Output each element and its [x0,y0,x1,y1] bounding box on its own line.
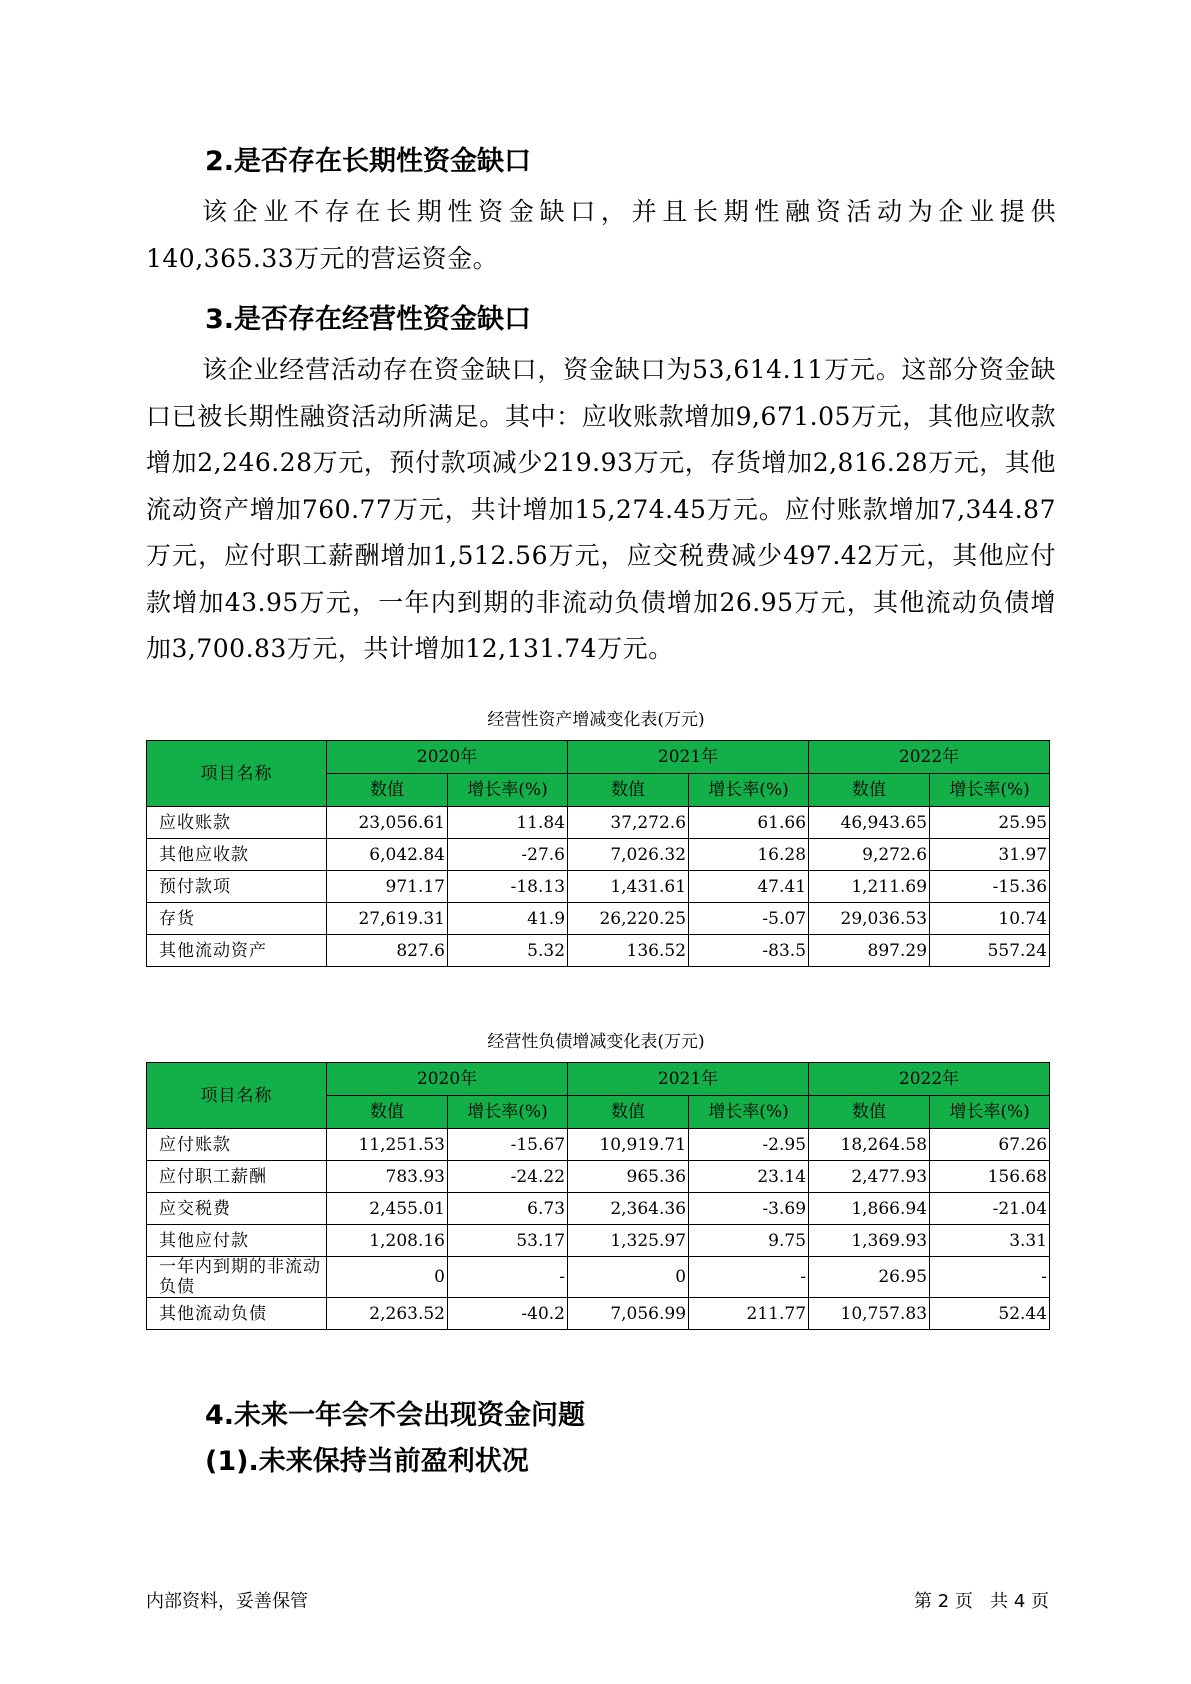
growth-rate-cell: - [448,1257,568,1298]
growth-rate-cell: 156.68 [930,1161,1050,1193]
header-value: 数值 [327,774,448,807]
section-3-heading: 3.是否存在经营性资金缺口 [205,304,532,335]
growth-rate-cell: -15.67 [448,1129,568,1161]
footer-page-number: 第 2 页 共 4 页 [914,1591,1049,1612]
growth-rate-cell: 23.14 [689,1161,809,1193]
growth-rate-cell: - [689,1257,809,1298]
header-value: 数值 [568,1096,689,1129]
growth-rate-cell: 31.97 [930,839,1050,871]
header-year-2021: 2021年 [568,741,809,774]
value-cell: 0 [327,1257,448,1298]
header-value: 数值 [327,1096,448,1129]
table-row [147,807,1050,839]
value-cell: 27,619.31 [327,903,448,935]
footer-confidential-note: 内部资料，妥善保管 [146,1591,308,1612]
growth-rate-cell: 9.75 [689,1225,809,1257]
row-item-name: 其他应付款 [147,1225,327,1257]
value-cell: 783.93 [327,1161,448,1193]
growth-rate-cell: 52.44 [930,1298,1050,1330]
row-item-name: 其他应收款 [147,839,327,871]
header-item-name: 项目名称 [147,741,327,807]
table-row [147,1257,1050,1298]
header-value: 数值 [809,774,930,807]
value-cell: 11,251.53 [327,1129,448,1161]
value-cell: 0 [568,1257,689,1298]
value-cell: 897.29 [809,935,930,967]
row-item-name: 存货 [147,903,327,935]
header-growth-rate: 增长率(%) [448,1096,568,1129]
row-item-name: 应付账款 [147,1129,327,1161]
header-value: 数值 [568,774,689,807]
section-2-heading: 2.是否存在长期性资金缺口 [205,146,532,177]
value-cell: 9,272.6 [809,839,930,871]
row-item-name: 应收账款 [147,807,327,839]
value-cell: 10,757.83 [809,1298,930,1330]
row-item-name: 预付款项 [147,871,327,903]
liability-table-caption: 经营性负债增减变化表(万元) [487,1032,705,1052]
growth-rate-cell: -5.07 [689,903,809,935]
growth-rate-cell: -3.69 [689,1193,809,1225]
asset-table-caption: 经营性资产增减变化表(万元) [487,710,705,730]
growth-rate-cell: -2.95 [689,1129,809,1161]
section-2-paragraph: 该企业不存在长期性资金缺口，并且长期性融资活动为企业提供140,365.33万元的营运资金。 [146,197,1056,273]
growth-rate-cell: -15.36 [930,871,1050,903]
value-cell: 1,208.16 [327,1225,448,1257]
table-row [147,839,1050,871]
header-value: 数值 [809,1096,930,1129]
value-cell: 971.17 [327,871,448,903]
value-cell: 136.52 [568,935,689,967]
value-cell: 46,943.65 [809,807,930,839]
value-cell: 7,026.32 [568,839,689,871]
header-growth-rate: 增长率(%) [448,774,568,807]
growth-rate-cell: -83.5 [689,935,809,967]
table-row [147,1129,1050,1161]
growth-rate-cell: 11.84 [448,807,568,839]
value-cell: 1,211.69 [809,871,930,903]
value-cell: 26.95 [809,1257,930,1298]
header-growth-rate: 增长率(%) [689,774,809,807]
section-4-subheading: (1).未来保持当前盈利状况 [205,1446,529,1477]
growth-rate-cell: -21.04 [930,1193,1050,1225]
value-cell: 1,866.94 [809,1193,930,1225]
growth-rate-cell: 16.28 [689,839,809,871]
growth-rate-cell: -40.2 [448,1298,568,1330]
table-row [147,935,1050,967]
value-cell: 26,220.25 [568,903,689,935]
growth-rate-cell: 3.31 [930,1225,1050,1257]
row-item-name: 应交税费 [147,1193,327,1225]
value-cell: 2,455.01 [327,1193,448,1225]
header-growth-rate: 增长率(%) [930,774,1050,807]
growth-rate-cell: 41.9 [448,903,568,935]
value-cell: 23,056.61 [327,807,448,839]
value-cell: 1,431.61 [568,871,689,903]
section-4-heading: 4.未来一年会不会出现资金问题 [205,1400,586,1431]
header-year-2020: 2020年 [327,741,568,774]
row-item-name: 其他流动负债 [147,1298,327,1330]
header-year-2022: 2022年 [809,741,1050,774]
row-item-name: 应付职工薪酬 [147,1161,327,1193]
table-row [147,1225,1050,1257]
growth-rate-cell: -27.6 [448,839,568,871]
table-row [147,871,1050,903]
header-growth-rate: 增长率(%) [930,1096,1050,1129]
value-cell: 1,369.93 [809,1225,930,1257]
value-cell: 2,263.52 [327,1298,448,1330]
value-cell: 827.6 [327,935,448,967]
value-cell: 7,056.99 [568,1298,689,1330]
liability-change-table [146,1062,1050,1330]
growth-rate-cell: 5.32 [448,935,568,967]
table-row [147,1161,1050,1193]
growth-rate-cell: 6.73 [448,1193,568,1225]
growth-rate-cell: 47.41 [689,871,809,903]
table-row [147,903,1050,935]
row-item-name: 其他流动资产 [147,935,327,967]
value-cell: 18,264.58 [809,1129,930,1161]
header-item-name: 项目名称 [147,1063,327,1129]
growth-rate-cell: -24.22 [448,1161,568,1193]
header-growth-rate: 增长率(%) [689,1096,809,1129]
growth-rate-cell: 557.24 [930,935,1050,967]
growth-rate-cell: 10.74 [930,903,1050,935]
growth-rate-cell: - [930,1257,1050,1298]
growth-rate-cell: -18.13 [448,871,568,903]
value-cell: 37,272.6 [568,807,689,839]
section-3-paragraph: 该企业经营活动存在资金缺口，资金缺口为53,614.11万元。这部分资金缺口已被长期性融资活动所满足。其中：应收账款增加9,671.05万元，其他应收款增加2,246.28万元，预付款项减少219.93万元，存货增加2,816.28万元，其他流动资产增加760.77万元，共计增加15,274.45万元。应付账款增加7,344.87万元，应付职工薪酬增加1,512.56万元，应交税费减少497.42万元，其他应付款增加43.95万元，一年内到期的非流动负债增加26.95万元，其他流动负债增加3,700.83万元，共计增加12,131.74万元。 [146,355,1056,663]
value-cell: 29,036.53 [809,903,930,935]
header-year-2022: 2022年 [809,1063,1050,1096]
header-year-2021: 2021年 [568,1063,809,1096]
header-year-2020: 2020年 [327,1063,568,1096]
value-cell: 2,364.36 [568,1193,689,1225]
table-row [147,1298,1050,1330]
value-cell: 1,325.97 [568,1225,689,1257]
growth-rate-cell: 25.95 [930,807,1050,839]
growth-rate-cell: 61.66 [689,807,809,839]
row-item-name: 一年内到期的非流动负债 [147,1257,327,1298]
asset-change-table [146,740,1050,967]
growth-rate-cell: 53.17 [448,1225,568,1257]
growth-rate-cell: 67.26 [930,1129,1050,1161]
growth-rate-cell: 211.77 [689,1298,809,1330]
table-row [147,1193,1050,1225]
value-cell: 2,477.93 [809,1161,930,1193]
value-cell: 10,919.71 [568,1129,689,1161]
value-cell: 965.36 [568,1161,689,1193]
value-cell: 6,042.84 [327,839,448,871]
